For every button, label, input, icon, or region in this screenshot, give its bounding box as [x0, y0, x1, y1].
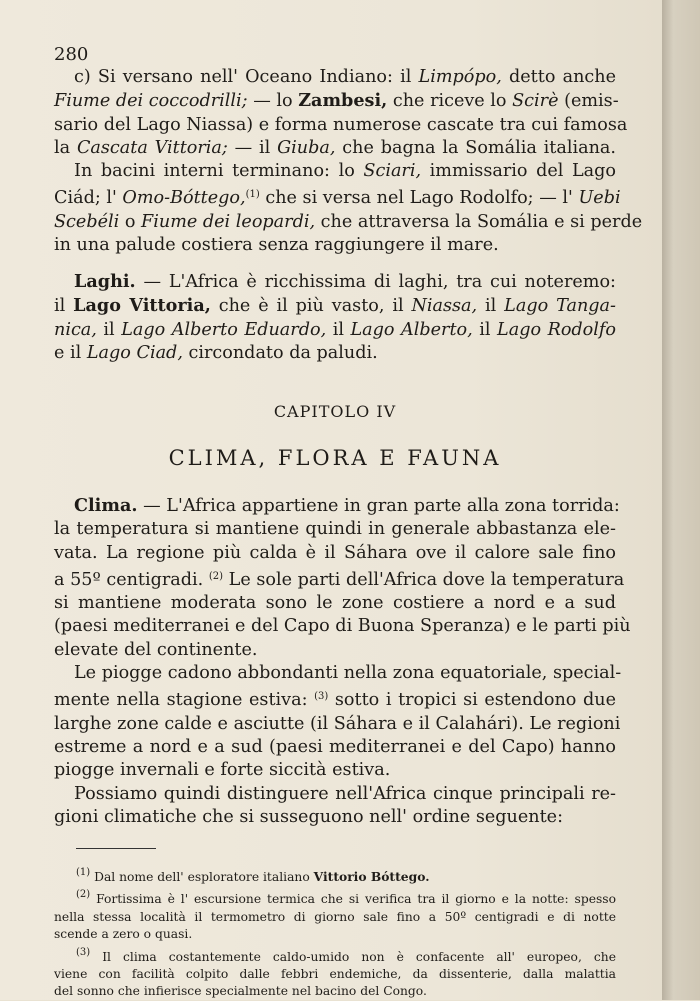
text-line: Laghi. — L'Africa è ricchissima di laghi, tra cui noteremo: [74, 271, 616, 292]
text-line: In bacini interni terminano: lo Sciari, immissario del Lago [74, 161, 617, 182]
text-line: Clima. — L'Africa appartiene in gran parte alla zona torrida: [74, 495, 620, 516]
text-line: Scebéli o Fiume dei leopardi, che attraversa la Somália e si perde [54, 211, 643, 232]
footnote-divider [76, 848, 156, 849]
text-line: larghe zone calde e asciutte (il Sáhara e il Calahári). Le regioni [54, 713, 621, 734]
page-number: 280 [54, 44, 89, 65]
text-line: la temperatura si mantiene quindi in generale abbastanza ele- [54, 519, 616, 540]
text-line: c) Si versano nell' Oceano Indiano: il Limpópo, detto anche [74, 67, 617, 87]
text-line: in una palude costiera senza raggiungere il mare. [54, 235, 499, 256]
footnote-line: scende a zero o quasi. [54, 927, 193, 942]
footnote: $^{(3)}$ Il clima costantemente caldo-umido non è confacente all' europeo, che [76, 946, 616, 964]
text-line: (paesi mediterranei e del Capo di Buona Speranza) e le parti più [54, 616, 631, 637]
footnote-line: viene con facilità colpito dalle febbri endemiche, da dissenterie, dalla malattia [54, 967, 616, 982]
text-line: estreme a nord e a sud (paesi mediterranei e del Capo) hanno [54, 736, 616, 757]
text-line: Fiume dei coccodrilli; — lo Zambesi, che riceve lo Scirè (emis- [54, 90, 619, 112]
text-line: Possiamo quindi distinguere nell'Africa cinque principali re- [74, 783, 616, 804]
text-line: e il Lago Ciad, circondato da paludi. [54, 342, 378, 363]
text-line: sario del Lago Niassa) e forma numerose cascate tra cui famosa [54, 114, 628, 135]
laghi-section [54, 270, 616, 365]
footnotes [54, 864, 616, 1001]
footnote: $^{(2)}$ Fortissima è l' escursione termica che si verifica tra il giorno e la notte: spesso [76, 889, 616, 907]
footnote-line: nella stessa località il termometro di giorno sale fino a 50º centigradi e di notte [54, 909, 616, 924]
footnote: $^{(1)}$ Dal nome dell' esploratore italiano Vittorio Bóttego. [76, 867, 430, 884]
text-line: si mantiene moderata sono le zone costiere a nord e a sud [54, 593, 616, 614]
chapter-title: CLIMA, FLORA E FAUNA [168, 446, 502, 470]
text-line: piogge invernali e forte siccità estiva. [54, 760, 391, 781]
rivers-section [54, 66, 643, 257]
text-line: mente nella stagione estiva: $^{(3)}$ sotto i tropici si estendono due [54, 690, 616, 711]
text-line: Le piogge cadono abbondanti nella zona equatoriale, special- [74, 663, 622, 684]
text-line: Ciád; l' Omo-Bóttego,$^{(1)}$ che si versa nel Lago Rodolfo; — l' Uebi [54, 188, 621, 209]
chapter-label: CAPITOLO IV [273, 402, 397, 421]
text-line: vata. La regione più calda è il Sáhara ove il calore sale fino [54, 542, 616, 563]
text-line: il Lago Vittoria, che è il più vasto, il Niassa, il Lago Tanga- [54, 295, 616, 317]
text-line: elevate del continente. [54, 639, 258, 660]
footnote-line: del sonno che infierisce specialmente nel bacino del Congo. [54, 984, 427, 999]
text-line: nica, il Lago Alberto Eduardo, il Lago Alberto, il Lago Rodolfo [54, 319, 617, 340]
text-line: la Cascata Vittoria; — il Giuba, che bagna la Somália italiana. [54, 137, 616, 158]
text-line: gioni climatiche che si susseguono nell' ordine seguente: [54, 806, 564, 827]
text-line: a 55º centigradi. $^{(2)}$ Le sole parti dell'Africa dove la temperatura [54, 569, 625, 590]
page-edge [662, 0, 700, 1000]
clima-section [54, 494, 631, 829]
